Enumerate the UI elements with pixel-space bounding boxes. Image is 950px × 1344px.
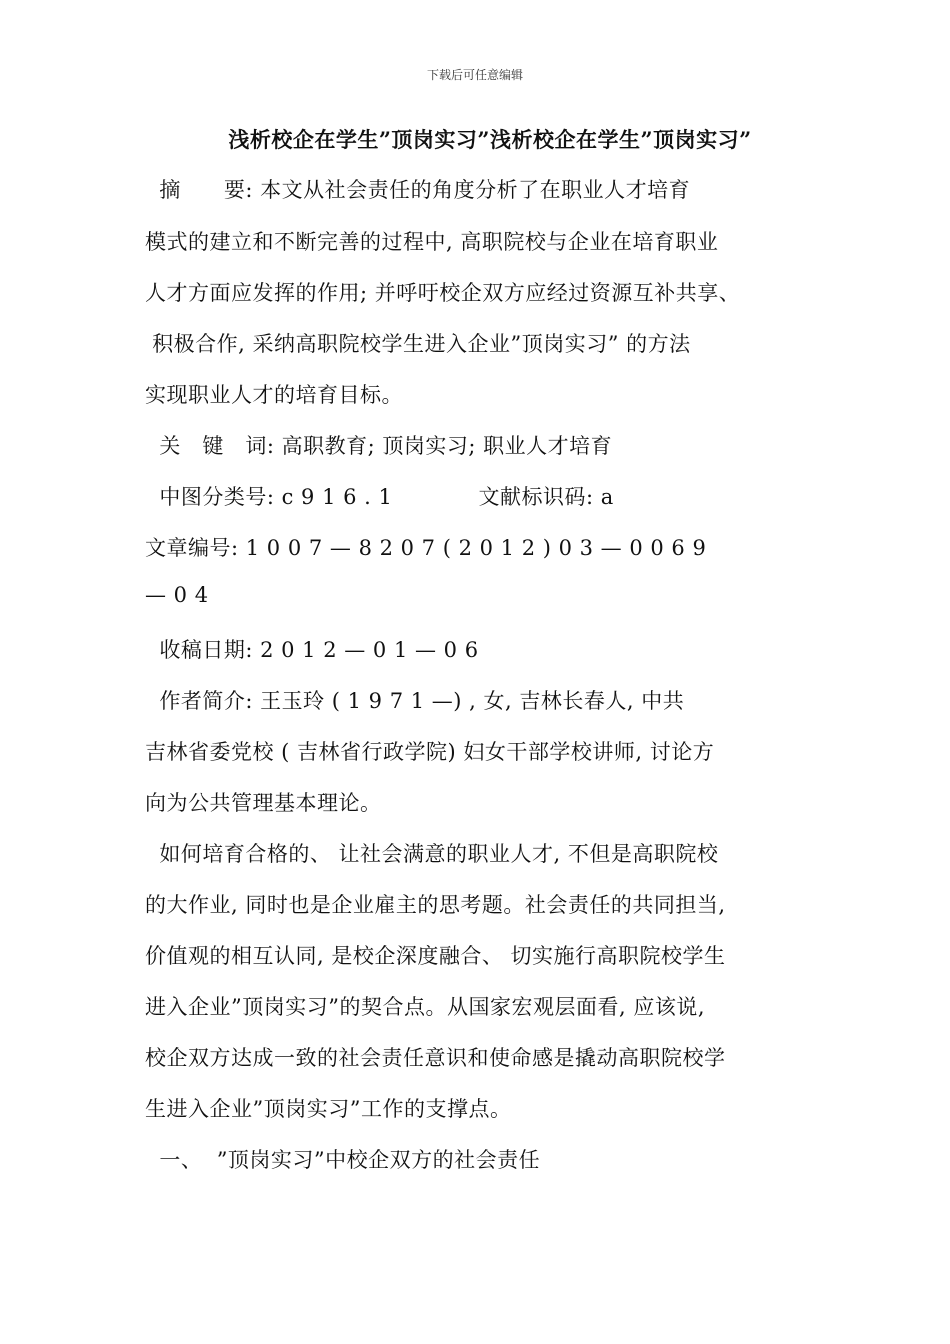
author-line-2: 吉林省委党校 ( 吉林省行政学院) 妇女干部学校讲师, 讨论方: [145, 740, 715, 764]
body-line-2: 的大作业, 同时也是企业雇主的思考题。社会责任的共同担当,: [145, 893, 726, 917]
abstract-line-4: 积极合作, 采纳高职院校学生进入企业”顶岗实习” 的方法: [145, 332, 691, 356]
body-line-1: 如何培育合格的、 让社会满意的职业人才, 不但是高职院校: [145, 842, 719, 866]
article-number-line-2: — 0 4: [145, 583, 209, 607]
article-number-line-1: 文章编号: 1 0 0 7 — 8 2 0 7 ( 2 0 1 2 ) 0 3 — 0 0 6 9: [145, 536, 707, 560]
page-header: 下载后可任意编辑: [426, 68, 523, 82]
classification-line: 中图分类号: c 9 1 6 . 1 文献标识码: a: [145, 485, 614, 509]
abstract-line-1: 摘 要: 本文从社会责任的角度分析了在职业人才培育: [145, 178, 691, 202]
document-title: 浅析校企在学生”顶岗实习”浅析校企在学生”顶岗实习”: [228, 127, 752, 152]
author-line-1: 作者简介: 王玉玲 ( 1 9 7 1 —) , 女, 吉林长春人, 中共: [145, 689, 685, 713]
abstract-line-5: 实现职业人才的培育目标。: [145, 383, 403, 407]
abstract-line-2: 模式的建立和不断完善的过程中, 高职院校与企业在培育职业: [145, 230, 719, 254]
keywords-line: 关 键 词: 高职教育; 顶岗实习; 职业人才培育: [145, 434, 613, 458]
body-line-4: 进入企业”顶岗实习”的契合点。从国家宏观层面看, 应该说,: [145, 995, 705, 1019]
author-line-3: 向为公共管理基本理论。: [145, 791, 382, 815]
body-line-3: 价值观的相互认同, 是校企深度融合、 切实施行高职院校学生: [145, 944, 726, 968]
received-date-line: 收稿日期: 2 0 1 2 — 0 1 — 0 6: [145, 638, 479, 662]
body-line-5: 校企双方达成一致的社会责任意识和使命感是撬动高职院校学: [145, 1046, 726, 1070]
abstract-line-3: 人才方面应发挥的作用; 并呼吁校企双方应经过资源互补共享、: [145, 281, 741, 305]
section-heading: 一、 ”顶岗实习”中校企双方的社会责任: [145, 1148, 541, 1172]
body-line-6: 生进入企业”顶岗实习”工作的支撑点。: [145, 1097, 512, 1121]
